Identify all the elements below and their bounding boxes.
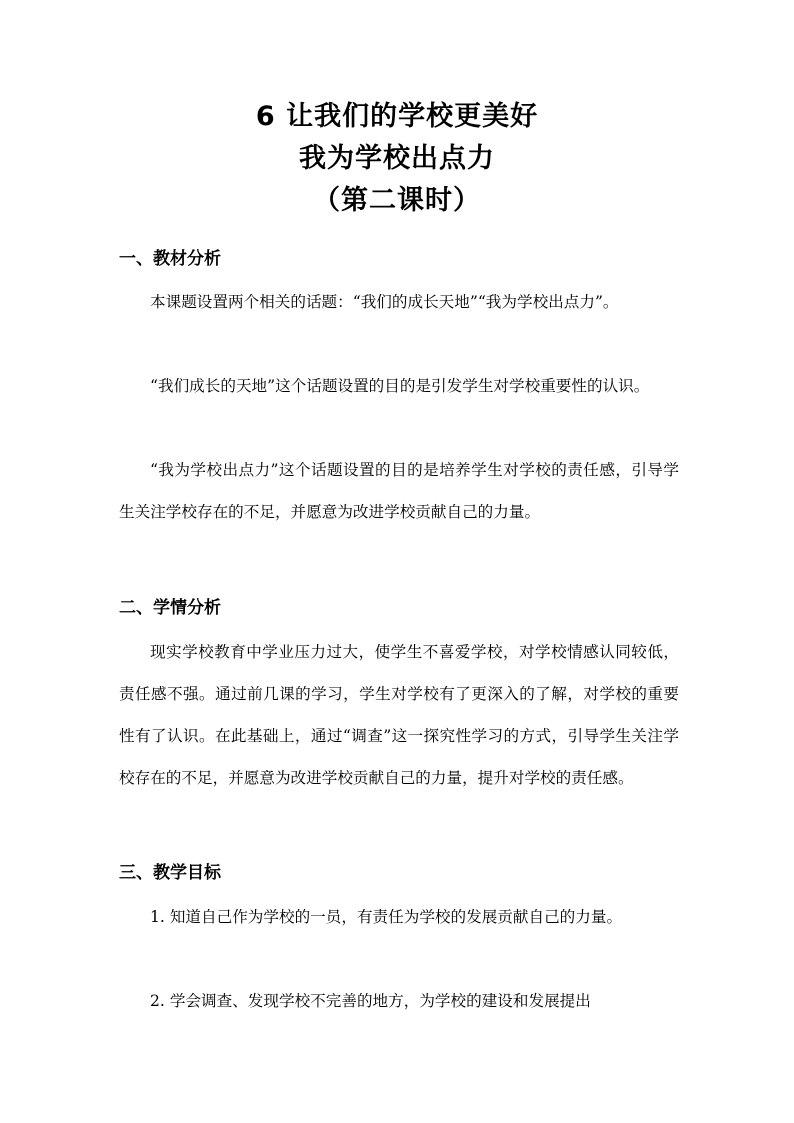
section-heading-student-analysis: 二、学情分析 [119,598,221,618]
lesson-period: （第二课时） [313,185,481,216]
paragraph: 本课题设置两个相关的话题：“我们的成长天地”“我为学校出点力”。 [150,293,619,311]
paragraph: 现实学校教育中学业压力过大，使学生不喜爱学校，对学校情感认同较低，责任感不强。通过前几课的学习，学生对学校有了更深入的了解，对学校的重要性有了认识。在此基础上，通过“调查”这一探究性学习的方式，引导学生关注学校存在的不足，并愿意为改进学校贡献自己的力量，提升对学校的责任感。 [119,643,679,787]
section-heading-textbook-analysis: 一、教材分析 [119,249,221,269]
paragraph: “我为学校出点力”这个话题设置的目的是培养学生对学校的责任感，引导学生关注学校存在的不足，并愿意为改进学校贡献自己的力量。 [119,461,679,521]
lesson-subtitle: 我为学校出点力 [299,143,495,174]
paragraph: 1. 知道自己作为学校的一员，有责任为学校的发展贡献自己的力量。 [150,908,623,926]
section-heading-teaching-goals: 三、教学目标 [119,863,221,883]
lesson-title: 6 让我们的学校更美好 [255,101,539,132]
paragraph: “我们成长的天地”这个话题设置的目的是引发学生对学校重要性的认识。 [150,377,650,395]
paragraph: 2. 学会调查、发现学校不完善的地方，为学校的建设和发展提出 [150,992,591,1010]
